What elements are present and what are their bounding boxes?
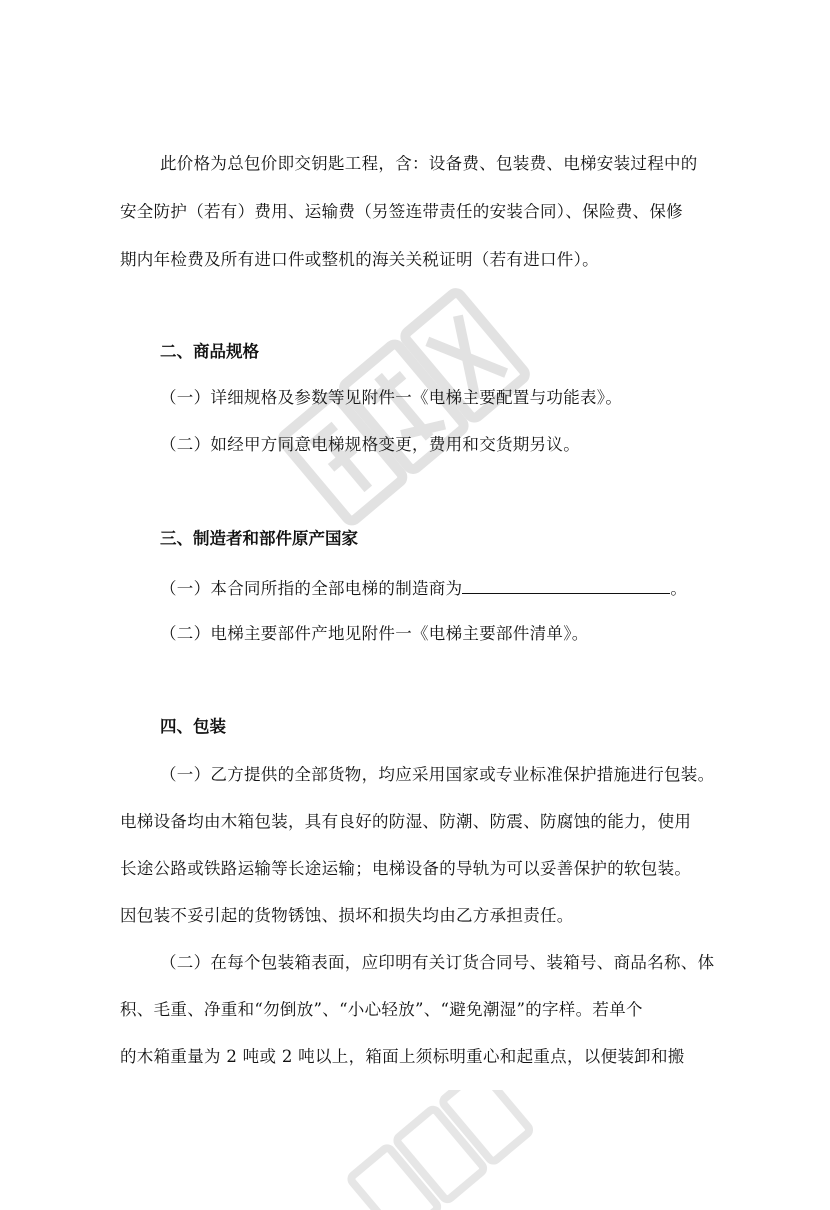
watermark-logo (250, 260, 550, 560)
section-2-title: 二、商品规格 (160, 342, 259, 361)
section-4-title: 四、包装 (160, 717, 226, 736)
section-3-item-1-text: （一）本合同所指的全部电梯的制造商为 (160, 579, 463, 598)
section-4-p2-line-2: 积、毛重、净重和“勿倒放”、“小心轻放”、“避免潮湿”的字样。若单个 (120, 1000, 643, 1019)
section-4-p1-line-4: 因包装不妥引起的货物锈蚀、损坏和损失均由乙方承担责任。 (120, 906, 574, 925)
section-2-item-2: （二）如经甲方同意电梯规格变更，费用和交货期另议。 (160, 435, 580, 454)
intro-line-2: 安全防护（若有）费用、运输费（另签连带责任的安装合同）、保险费、保修 (120, 202, 683, 221)
section-3-item-2: （二）电梯主要部件产地见附件一《电梯主要部件清单》。 (160, 624, 589, 643)
section-3-item-1-end: 。 (670, 579, 688, 598)
section-3-title: 三、制造者和部件原产国家 (160, 529, 358, 548)
section-4-p1-line-3: 长途公路或铁路运输等长途运输；电梯设备的导轨为可以妥善保护的软包装。 (120, 859, 692, 878)
section-4-p1-line-1: （一）乙方提供的全部货物，均应采用国家或专业标准保护措施进行包装。 (160, 765, 715, 784)
section-4-p2-line-1: （二）在每个包装箱表面，应印明有关订货合同号、装箱号、商品名称、体 (160, 953, 715, 972)
section-3-item-1 (160, 576, 687, 600)
manufacturer-blank-field (462, 576, 670, 594)
section-4-p1-line-2: 电梯设备均由木箱包装，具有良好的防湿、防潮、防震、防腐蚀的能力，使用 (120, 812, 692, 831)
section-4-p2-line-3: 的木箱重量为 2 吨或 2 吨以上，箱面上须标明重心和起重点，以便装卸和搬 (120, 1047, 685, 1066)
intro-line-3: 期内年检费及所有进口件或整机的海关关税证明（若有进口件）。 (120, 250, 599, 269)
section-2-item-1: （一）详细规格及参数等见附件一《电梯主要配置与功能表》。 (160, 388, 623, 407)
watermark-logo-bottom (320, 1090, 540, 1210)
intro-line-1: 此价格为总包价即交钥匙工程，含：设备费、包装费、电梯安装过程中的 (160, 154, 698, 173)
